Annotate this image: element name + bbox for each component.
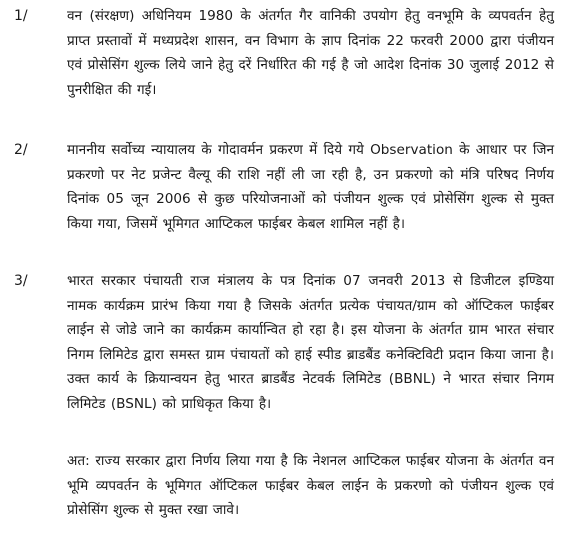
paragraph-text: माननीय सर्वोच्य न्यायालय के गोदावर्मन प्रकरण में दिये गये Observation के आधार पर जिन प्रकरणो पर नेट प्रजेन्ट वैल्यू की राशि नहीं ली जा रही है, उन प्रकरणो को मंत्रि परिषद निर्णय दिनांक 05 जून 2006 से कुछ परियोजनाओं को पंजीयन शुल्क एवं प्रोसेसिंग शुल्क से मुक्त किया गया, जिसमें भूमिगत आप्टिकल फाईबर केबल शामिल नहीं है। [67, 142, 554, 232]
paragraph-number: 2/ [14, 142, 28, 158]
paragraph-text: वन (संरक्षण) अधिनियम 1980 के अंतर्गत गैर वानिकी उपयोग हेतु वनभूमि के व्यपवर्तन हेतु प्राप्त प्रस्तावों में मध्यप्रदेश शासन, वन विभाग के ज्ञाप दिनांक 22 फरवरी 2000 द्वारा पंजीयन एवं प्रोसेसिंग शुल्क लिये जाने हेतु दरें निर्धारित की गई है जो आदेश दिनांक 30 जुलाई 2012 से पुनरीक्षित की गई। [67, 8, 554, 98]
paragraph-number: 3/ [14, 273, 28, 289]
paragraph-text: अत: राज्य सरकार द्वारा निर्णय लिया गया है कि नेशनल आप्टिकल फाईबर योजना के अंतर्गत वन भूमि व्यपवर्तन के भूमिगत ऑप्टिकल फाईबर केबल लाईन के प्रकरणो को पंजीयन शुल्क एवं प्रोसेसिंग शुल्क से मुक्त रखा जावे। [67, 453, 554, 519]
paragraph-text: भारत सरकार पंचायती राज मंत्रालय के पत्र दिनांक 07 जनवरी 2013 से डिजीटल इण्डिया नामक कार्यक्रम प्रारंभ किया गया है जिसके अंतर्गत प्रत्येक पंचायत/ग्राम को ऑप्टिकल फाईबर लाईन से जोडे जाने का कार्यक्रम कार्यान्वित हो रहा है। इस योजना के अंतर्गत ग्राम भारत संचार निगम लिमिटेड द्वारा समस्त ग्राम पंचायतों को हाई स्पीड ब्राडबैंड कनेक्टिविटी प्रदान किया जाना है। उक्त कार्य के क्रियान्वयन हेतु भारत ब्राडबैंड नेटवर्क लिमिटेड (BBNL) ने भारत संचार निगम लिमिटेड (BSNL) को प्राधिकृत किया है। [67, 273, 554, 412]
paragraph-number: 1/ [14, 8, 28, 24]
